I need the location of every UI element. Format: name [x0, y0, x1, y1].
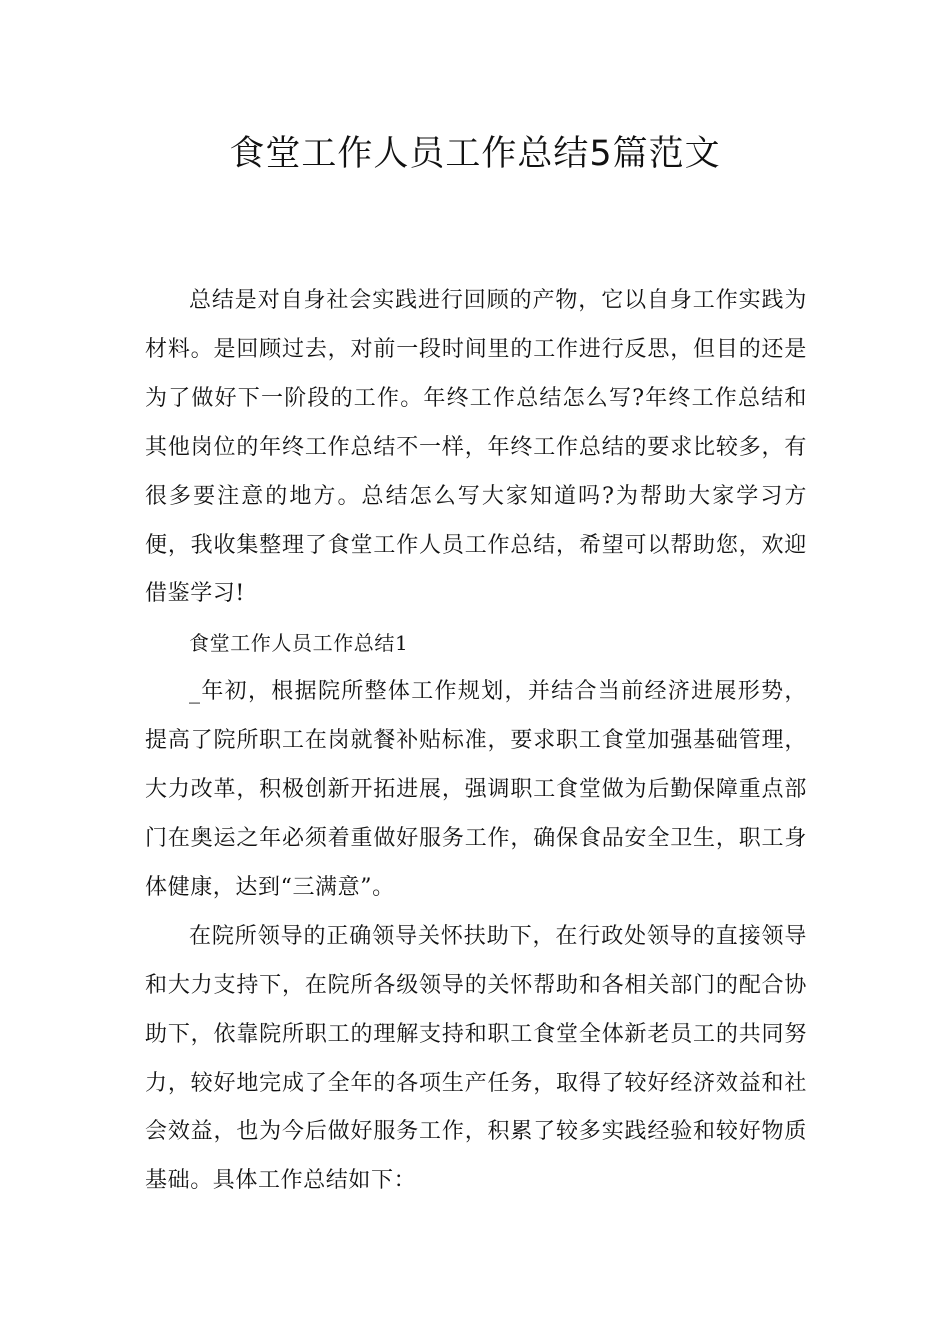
- section-heading: 食堂工作人员工作总结1: [189, 631, 409, 656]
- document-body: [145, 277, 807, 1206]
- section-paragraph-1: _年初，根据院所整体工作规划，并结合当前经济进展形势，提高了院所职工在岗就餐补贴标准，要求职工食堂加强基础管理，大力改革，积极创新开拓进展，强调职工食堂做为后勤保障重点部门在奥运之年必须着重做好服务工作，确保食品安全卫生，职工身体健康，达到“三满意”。: [145, 679, 807, 900]
- section-paragraph-2: 在院所领导的正确领导关怀扶助下，在行政处领导的直接领导和大力支持下，在院所各级领导的关怀帮助和各相关部门的配合协助下，依靠院所职工的理解支持和职工食堂全体新老员工的共同努力，较好地完成了全年的各项生产任务，取得了较好经济效益和社会效益，也为今后做好服务工作，积累了较多实践经验和较好物质基础。具体工作总结如下：: [145, 923, 807, 1194]
- document-title: 食堂工作人员工作总结5篇范文: [229, 134, 721, 174]
- intro-paragraph: 总结是对自身社会实践进行回顾的产物，它以自身工作实践为材料。是回顾过去，对前一段时间里的工作进行反思，但目的还是为了做好下一阶段的工作。年终工作总结怎么写?年终工作总结和其他岗位的年终工作总结不一样，年终工作总结的要求比较多，有很多要注意的地方。总结怎么写大家知道吗?为帮助大家学习方便，我收集整理了食堂工作人员工作总结，希望可以帮助您，欢迎借鉴学习!: [145, 288, 807, 607]
